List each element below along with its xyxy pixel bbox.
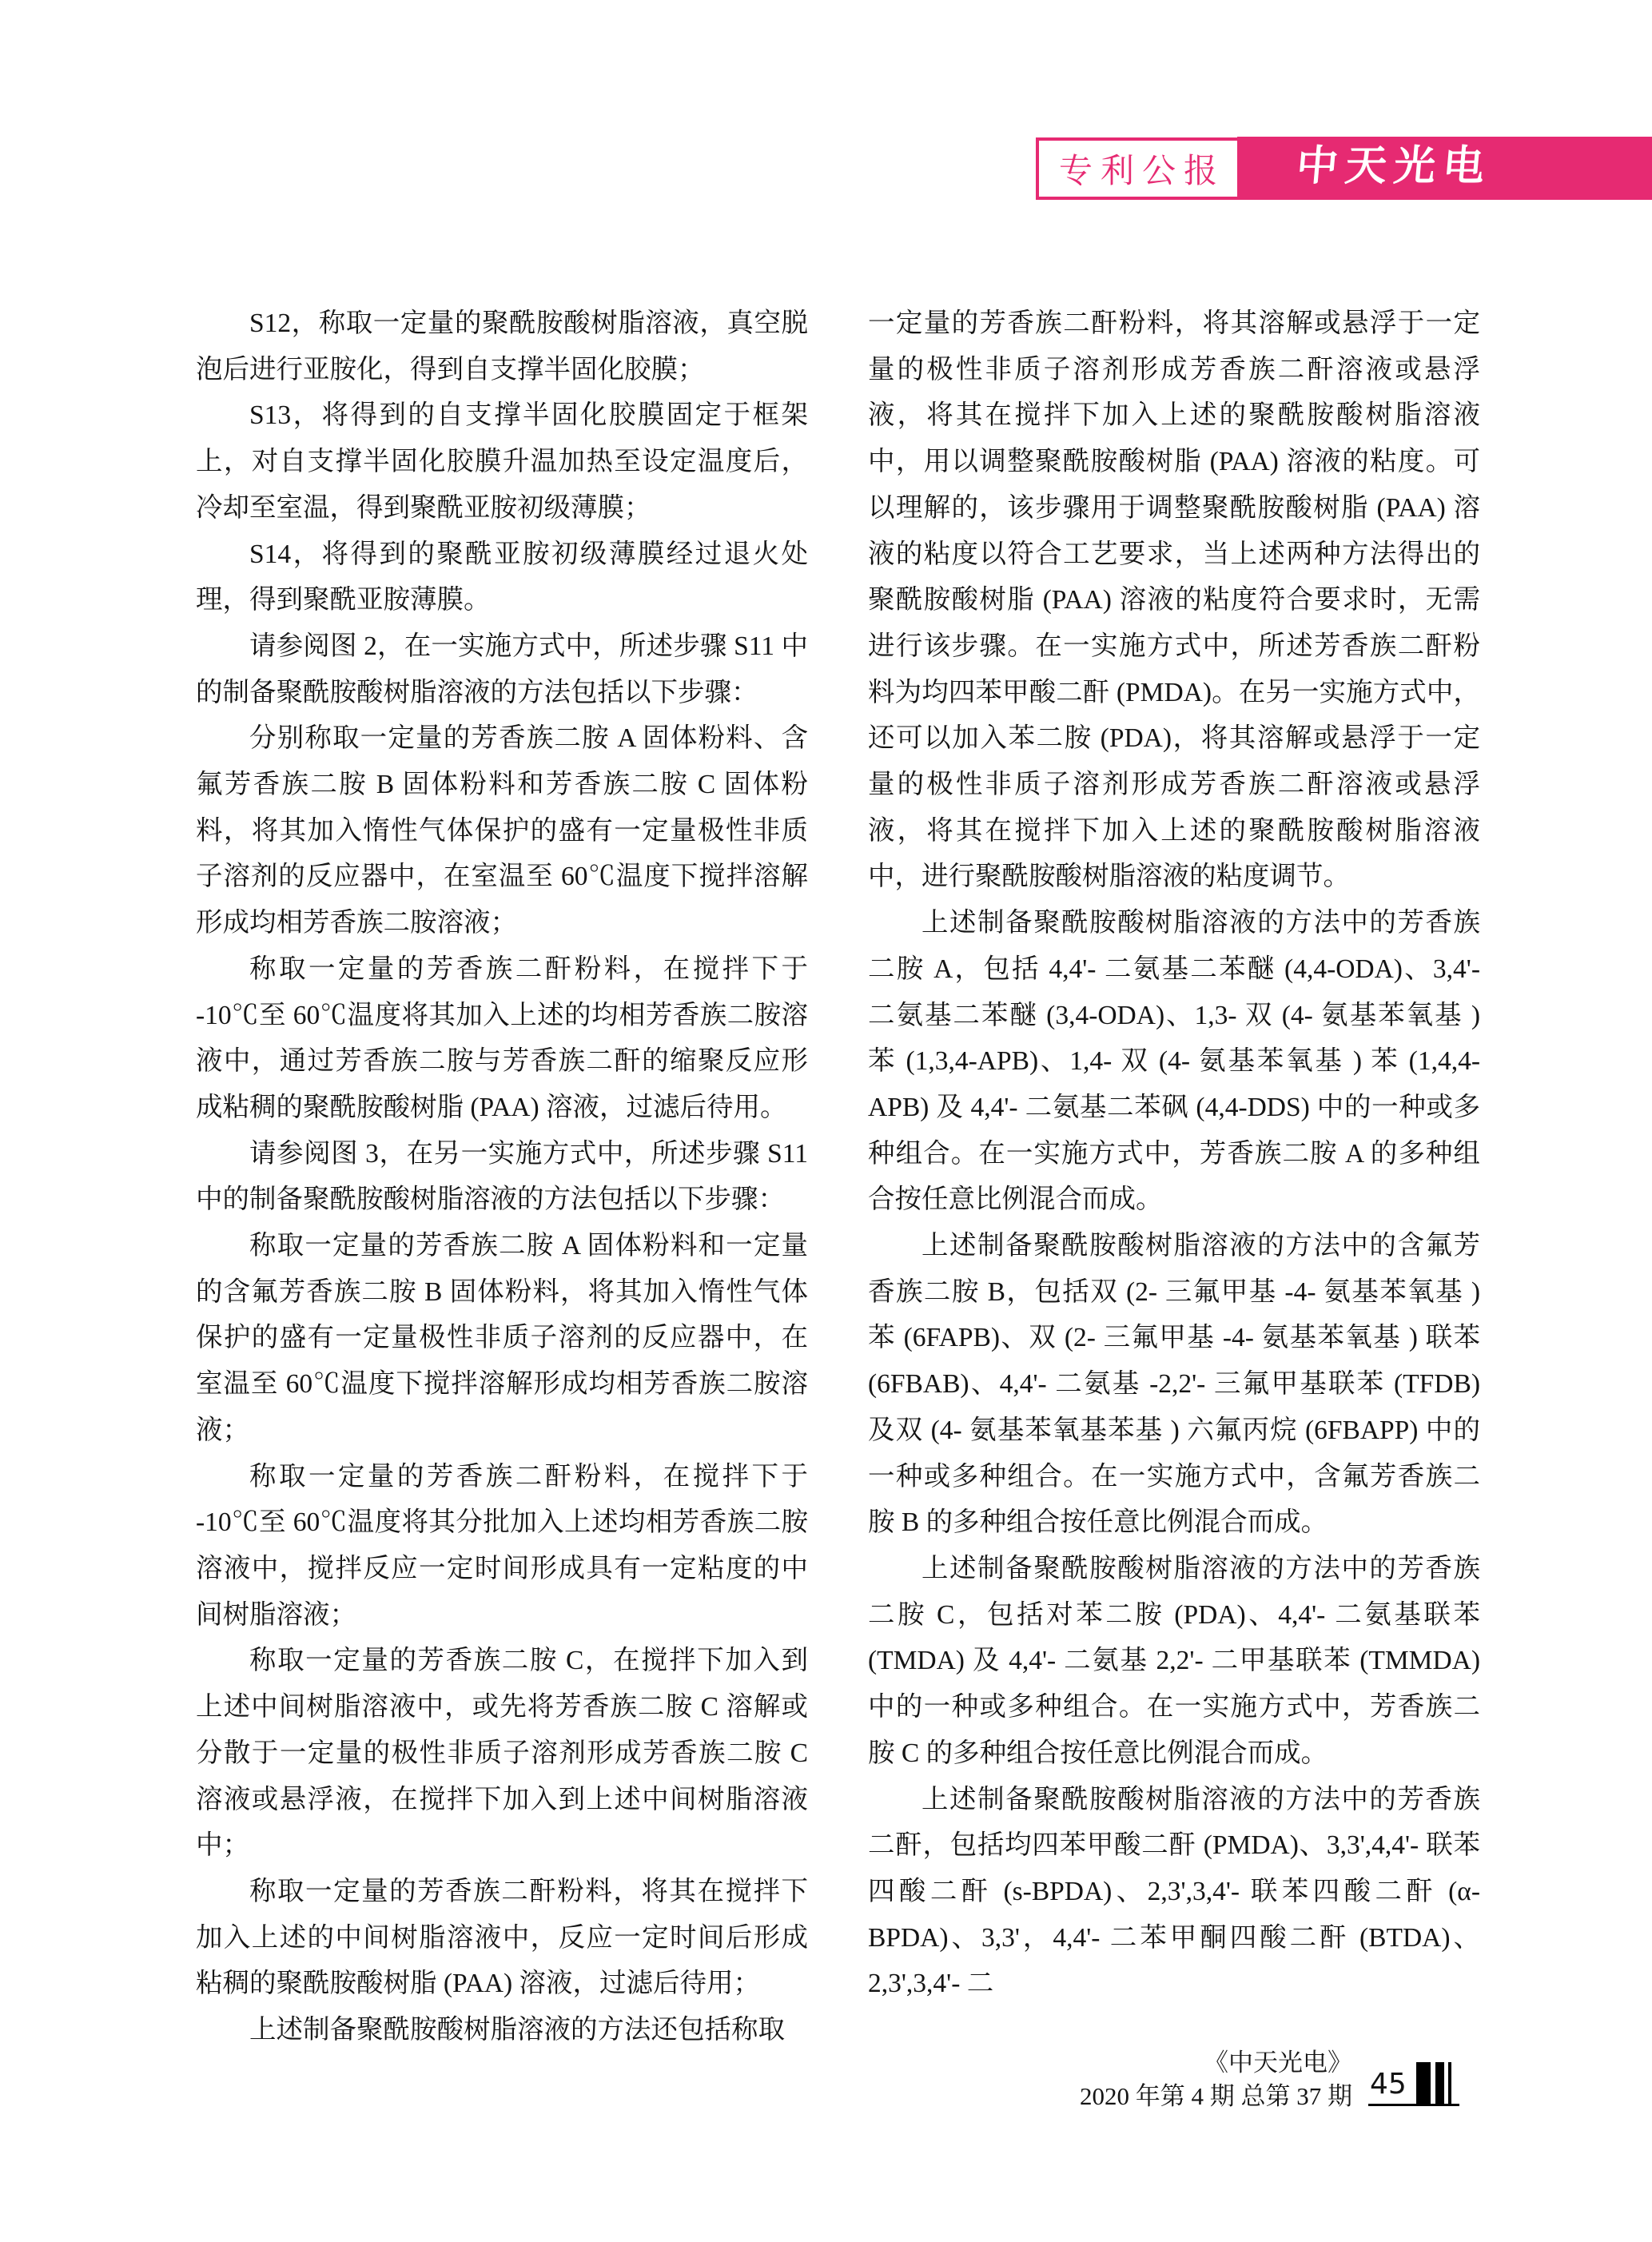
body-paragraph: 称取一定量的芳香族二胺 A 固体粉料和一定量的含氟芳香族二胺 B 固体粉料，将其加入惰性气体保护的盛有一定量极性非质子溶剂的反应器中，在室温至 60℃温度下搅拌溶解形成均相芳香族二胺溶液； [196,1231,808,1445]
footer-issue-info: 2020 年第 4 期 总第 37 期 [1080,2082,1352,2110]
body-paragraph: S12，称取一定量的聚酰胺酸树脂溶液，真空脱泡后进行亚胺化，得到自支撑半固化胶膜； [196,309,808,384]
body-paragraph: 上述制备聚酰胺酸树脂溶液的方法中的芳香族二胺 A，包括 4,4'- 二氨基二苯醚 (4,4-ODA)、3,4'- 二氨基二苯醚 (3,4-ODA)、1,3- 双 (4- 氨基苯氧基 ) 苯 (1,3,4-APB)、1,4- 双 (4- 氨基苯氧基 ) 苯 (1,4,4-APB) 及 4,4'- 二氨基二苯砜 (4,4-DDS) 中的一种或多种组合。在一实施方式中，芳香族二胺 A 的多种组合按任意比例混合而成。 [868,908,1480,1215]
body-paragraph: 称取一定量的芳香族二酐粉料，在搅拌下于 -10℃至 60℃温度将其加入上述的均相芳香族二胺溶液中，通过芳香族二胺与芳香族二酐的缩聚反应形成粘稠的聚酰胺酸树脂 (PAA) 溶液，过滤后待用。 [196,954,808,1122]
body-paragraph: 称取一定量的芳香族二酐粉料，在搅拌下于 -10℃至 60℃温度将其分批加入上述均相芳香族二胺溶液中，搅拌反应一定时间形成具有一定粘度的中间树脂溶液； [196,1461,808,1630]
patent-gazette-badge [1036,137,1240,200]
page-number-block [1368,2062,1459,2106]
body-paragraph: 上述制备聚酰胺酸树脂溶液的方法中的芳香族二胺 C，包括对苯二胺 (PDA)、4,4'- 二氨基联苯 (TMDA) 及 4,4'- 二氨基 2,2'- 二甲基联苯 (TMMDA) 中的一种或多种组合。在一实施方式中，芳香族二胺 C 的多种组合按任意比例混合而成。 [868,1553,1480,1768]
body-paragraph: S14，将得到的聚酰亚胺初级薄膜经过退火处理，得到聚酰亚胺薄膜。 [196,539,808,615]
right-column [868,301,1480,2007]
body-paragraph: 请参阅图 2，在一实施方式中，所述步骤 S11 中的制备聚酰胺酸树脂溶液的方法包括以下步骤： [196,631,808,707]
footer-journal-name: 《中天光电》 [1204,2049,1352,2077]
badge-label: 专利公报 [1058,152,1225,189]
body-paragraph: 请参阅图 3，在另一实施方式中，所述步骤 S11 中的制备聚酰胺酸树脂溶液的方法包括以下步骤： [196,1138,808,1215]
body-paragraph: S13，将得到的自支撑半固化胶膜固定于框架上，对自支撑半固化胶膜升温加热至设定温度后，冷却至室温，得到聚酰亚胺初级薄膜； [196,400,808,523]
bar-icon [1435,2062,1444,2104]
page-number-bars-icon [1416,2062,1451,2104]
brand-bar [1237,137,1652,200]
body-paragraph: 上述制备聚酰胺酸树脂溶液的方法还包括称取 [249,2015,785,2045]
body-paragraph: 上述制备聚酰胺酸树脂溶液的方法中的含氟芳香族二胺 B，包括双 (2- 三氟甲基 -4- 氨基苯氧基 ) 苯 (6FAPB)、双 (2- 三氟甲基 -4- 氨基苯氧基 ) 联苯 (6FBAB)、4,4'- 二氨基 -2,2'- 三氟甲基联苯 (TFDB) 及双 (4- 氨基苯氧基苯基 ) 六氟丙烷 (6FBAPP) 中的一种或多种组合。在一实施方式中，含氟芳香族二胺 B 的多种组合按任意比例混合而成。 [868,1231,1480,1538]
brand-logo-text: 中天光电 [1294,144,1494,189]
bar-icon [1416,2062,1431,2104]
page-number: 45 [1370,2068,1407,2101]
body-paragraph: 称取一定量的芳香族二酐粉料，将其在搅拌下加入上述的中间树脂溶液中，反应一定时间后形成粘稠的聚酰胺酸树脂 (PAA) 溶液，过滤后待用； [196,1876,808,1999]
body-paragraph: 分别称取一定量的芳香族二胺 A 固体粉料、含氟芳香族二胺 B 固体粉料和芳香族二胺 C 固体粉料，将其加入惰性气体保护的盛有一定量极性非质子溶剂的反应器中，在室温至 60℃温度下搅拌溶解形成均相芳香族二胺溶液； [196,723,808,938]
body-paragraph: 称取一定量的芳香族二胺 C，在搅拌下加入到上述中间树脂溶液中，或先将芳香族二胺 C 溶解或分散于一定量的极性非质子溶剂形成芳香族二胺 C 溶液或悬浮液，在搅拌下加入到上述中间树脂溶液中； [196,1646,808,1861]
bar-icon [1448,2062,1451,2104]
body-paragraph: 一定量的芳香族二酐粉料，将其溶解或悬浮于一定量的极性非质子溶剂形成芳香族二酐溶液或悬浮液，将其在搅拌下加入上述的聚酰胺酸树脂溶液中，用以调整聚酰胺酸树脂 (PAA) 溶液的粘度。可以理解的，该步骤用于调整聚酰胺酸树脂 (PAA) 溶液的粘度以符合工艺要求，当上述两种方法得出的聚酰胺酸树脂 (PAA) 溶液的粘度符合要求时，无需进行该步骤。在一实施方式中，所述芳香族二酐粉料为均四苯甲酸二酐 (PMDA)。在另一实施方式中，还可以加入苯二胺 (PDA)，将其溶解或悬浮于一定量的极性非质子溶剂形成芳香族二酐溶液或悬浮液，将其在搅拌下加入上述的聚酰胺酸树脂溶液中，进行聚酰胺酸树脂溶液的粘度调节。 [868,309,1480,892]
left-column [196,301,808,2053]
body-paragraph: 上述制备聚酰胺酸树脂溶液的方法中的芳香族二酐，包括均四苯甲酸二酐 (PMDA)、3,3',4,4'- 联苯四酸二酐 (s-BPDA)、2,3',3,4'- 联苯四酸二酐 (α-BPDA)、3,3'，4,4'- 二苯甲酮四酸二酐 (BTDA)、2,3',3,4'- 二 [868,1784,1480,1999]
